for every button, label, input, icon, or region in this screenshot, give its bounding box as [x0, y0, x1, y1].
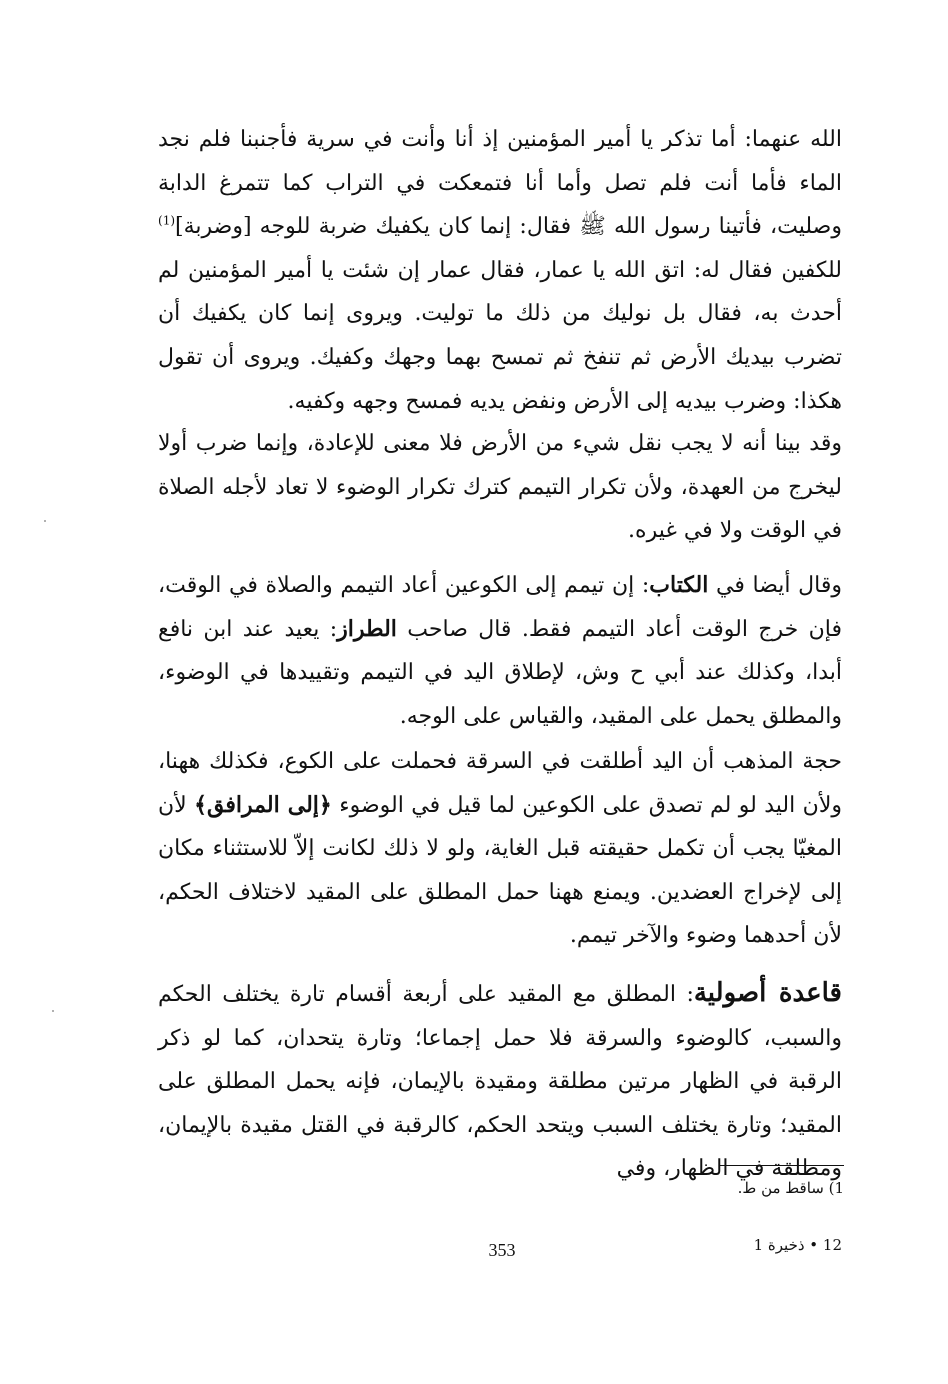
- paragraph-5-text: : المطلق مع المقيد على أربعة أقسام تارة يختلف الحكم والسبب، كالوضوء والسرقة فلا حمل إجماعا؛ وتارة يتحدان، كما لو ذكر الرقبة في الظهار مرتين مطلقة ومقيدة بالإيمان، فإنه يحمل المطلق على المقيد؛ وتارة يختلف السبب ويتحد الحكم، كالرقبة في القتل مقيدة بالإيمان، ومطلقة في الظهار، وفي: [158, 982, 842, 1182]
- footnote-divider: [720, 1165, 844, 1166]
- quran-quote: ﴿إلى المرافق﴾: [194, 791, 332, 818]
- scan-speck: [44, 520, 46, 522]
- footnote: 1) ساقط من ط.: [737, 1179, 844, 1197]
- paragraph-3: [158, 564, 842, 738]
- paragraph-1-text-a: الله عنهما: أما تذكر يا أمير المؤمنين إذ أنا وأنت في سرية فأجنبنا فلم نجد الماء فأما أنت فلم تصل وأما أنا فتمعكت في التراب كما تتمرغ الدابة وصليت، فأتينا رسول الله ﷺ فقال: إنما كان يكفيك ضربة للوجه [وضربة]: [158, 127, 842, 240]
- page-number: 353: [488, 1240, 516, 1260]
- paragraph-1: [158, 118, 842, 423]
- paragraph-4: [158, 740, 842, 958]
- paragraph-4-text-b: لأن المغيّا يجب أن تكمل حقيقته قبل الغاية، ولو لا ذلك لكانت إلاّ للاستثناء مكان إلى لإخراج العضدين. ويمنع ههنا حمل المطلق على المقيد لاختلاف الحكم، لأن أحدهما وضوء والآخر تيمم.: [158, 792, 842, 949]
- book-reference: الكتاب: [649, 572, 709, 598]
- paragraph-4-text-a: حجة المذهب أن اليد أطلقت في السرقة فحملت على الكوع، فكذلك ههنا، ولأن اليد لو لم تصدق على الكوعين لما قيل في الوضوء: [158, 749, 843, 818]
- signature-mark: 12 • ذخيرة 1: [753, 1236, 842, 1254]
- paragraph-3-text-a: وقال أيضا في: [708, 573, 842, 598]
- paragraph-1-text-b: للكفين فقال له: اتق الله يا عمار، فقال عمار إن شئت يا أمير المؤمنين لم أحدث به، فقال بل نوليك من ذلك ما توليت. ويروى إنما كان يكفيك أن تضرب بيديك الأرض ثم تنفخ ثم تمسح بهما وجهك وكفيك. ويروى أن تقول هكذا: وضرب بيديه إلى الأرض ونفض يديه فمسح وجهه وكفيه.: [158, 257, 842, 414]
- paragraph-5: [158, 972, 842, 1191]
- footnote-reference: (1): [158, 213, 176, 228]
- source-reference: الطراز: [337, 615, 397, 642]
- paragraph-2: وقد بينا أنه لا يجب نقل شيء من الأرض فلا معنى للإعادة، وإنما ضرب أولا ليخرج من العهدة، ولأن تكرار التيمم كترك تكرار الوضوء لا تعاد لأجله الصلاة في الوقت ولا في غيره.: [158, 431, 842, 544]
- paragraph-3-text-b: : إن تيمم إلى الكوعين أعاد التيمم والصلاة في الوقت، فإن خرج الوقت أعاد التيمم فقط. قال صاحب: [158, 573, 842, 642]
- paragraph-3-text-c: : يعيد عند ابن نافع أبدا، وكذلك عند أبي ح وش، لإطلاق اليد في التيمم وتقييدها في الوضوء، والمطلق يحمل على المقيد، والقياس على الوجه.: [158, 616, 842, 729]
- scan-speck: [52, 1010, 54, 1012]
- section-heading: قاعدة أصولية: [693, 978, 842, 1008]
